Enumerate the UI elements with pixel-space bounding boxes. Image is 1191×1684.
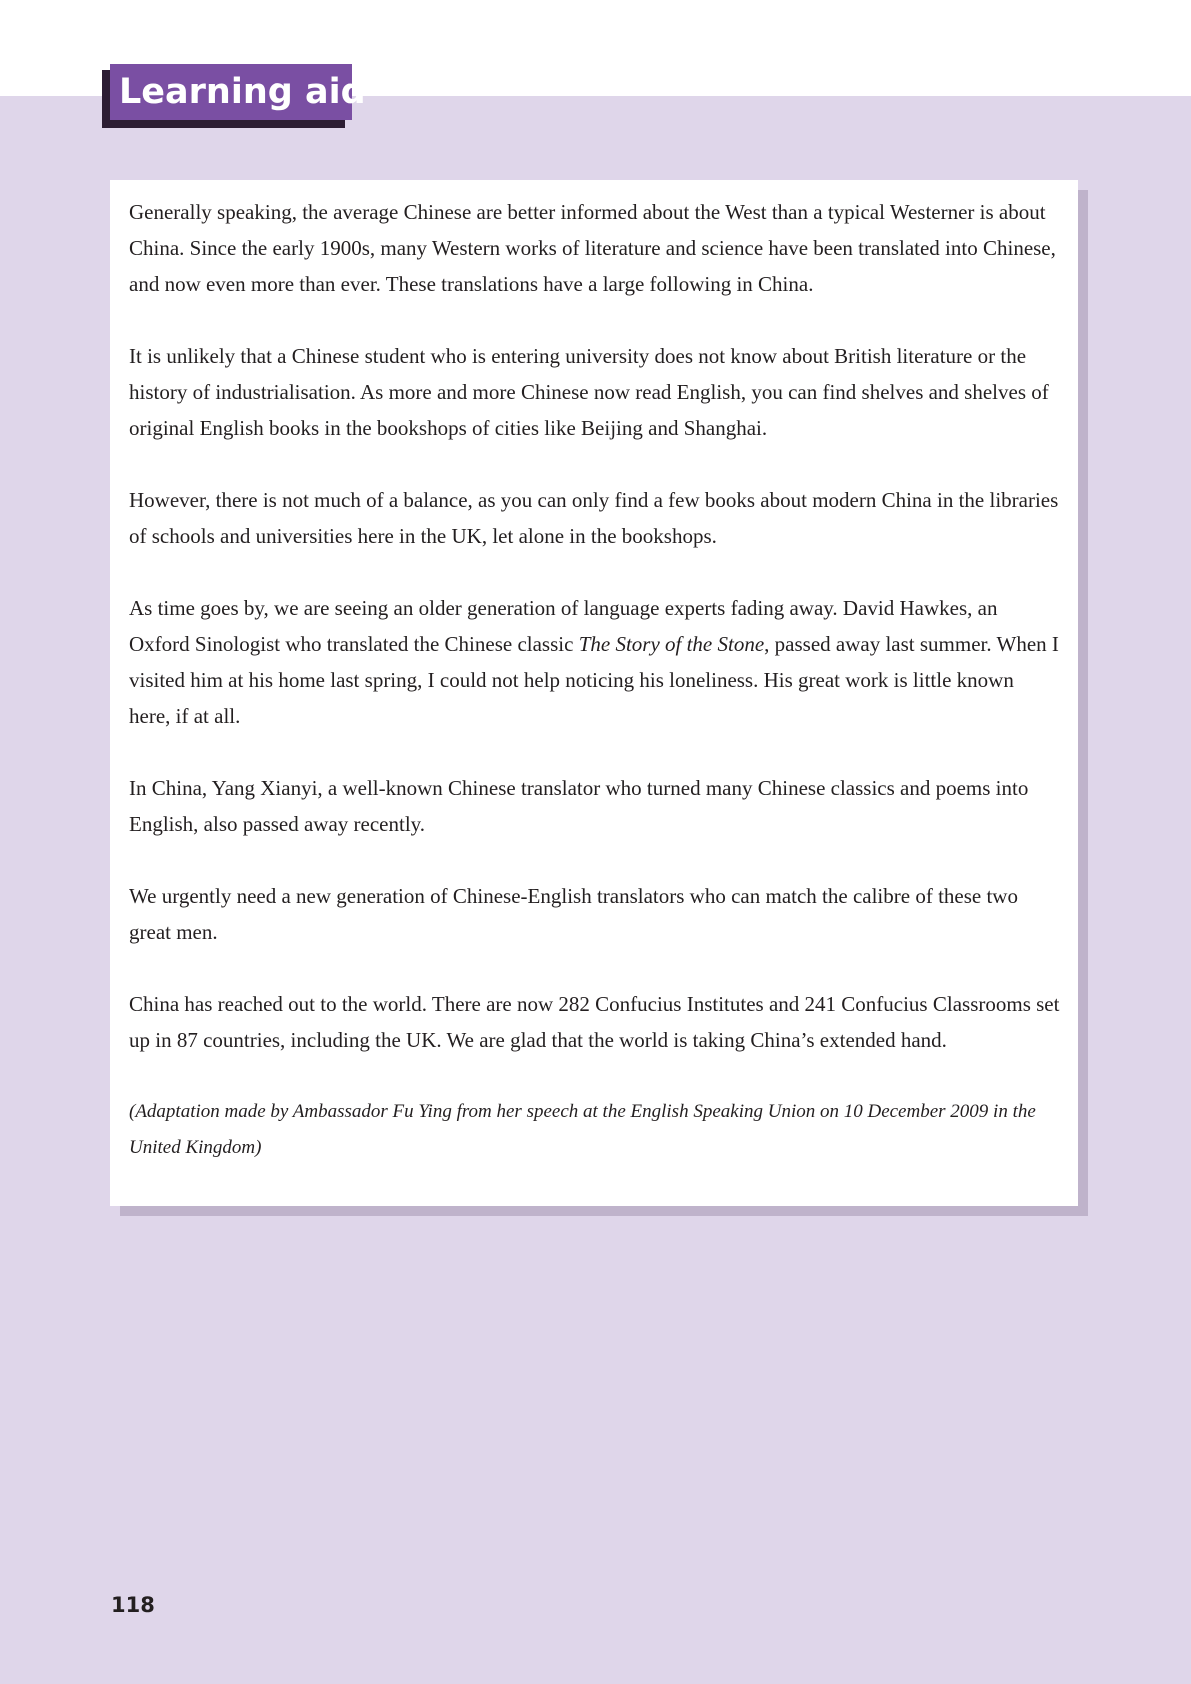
article-paragraph-7: China has reached out to the world. There are now 282 Confucius Institutes and 241 Confucius Classrooms set up in 87 countries, including the UK. We are glad that the world is taking China’s extended hand. (129, 992, 1060, 1052)
book-title: The Story of the Stone (578, 632, 765, 656)
article-paragraph-5: In China, Yang Xianyi, a well-known Chinese translator who turned many Chinese classics and poems into English, also passed away recently. (129, 776, 1029, 836)
article-paragraph-1: Generally speaking, the average Chinese are better informed about the West than a typical Westerner is about China. Since the early 1900s, many Western works of literature and science have been translated into Chinese, and now even more than ever. These translations have a large following in China. (129, 200, 1056, 296)
page-number: 118 (111, 1593, 155, 1617)
article-paragraph-3: However, there is not much of a balance, as you can only find a few books about modern China in the libraries of schools and universities here in the UK, let alone in the bookshops. (129, 488, 1059, 548)
source-credit: (Adaptation made by Ambassador Fu Ying from her speech at the English Speaking Union on 10 December 2009 in the United Kingdom) (129, 1101, 1036, 1158)
article-paragraph-4 (129, 590, 1060, 734)
article-paragraph-6: We urgently need a new generation of Chinese-English translators who can match the calibre of these two great men. (129, 884, 1018, 944)
article-card (110, 180, 1078, 1206)
paragraph-4-text-start: As time goes by, we are seeing an older generation of language experts fading away. David Hawkes, an Oxford Sinologist who translated the Chinese classic (129, 596, 998, 656)
section-heading: Learning aid (110, 64, 352, 120)
article-paragraph-2: It is unlikely that a Chinese student who is entering university does not know about British literature or the history of industrialisation. As more and more Chinese now read English, you can find shelves and shelves of original English books in the bookshops of cities like Beijing and Shanghai. (129, 344, 1049, 440)
paragraph-4-text-end: , passed away last summer. When I visited him at his home last spring, I could not help noticing his loneliness. His great work is little known here, if at all. (129, 632, 1059, 728)
